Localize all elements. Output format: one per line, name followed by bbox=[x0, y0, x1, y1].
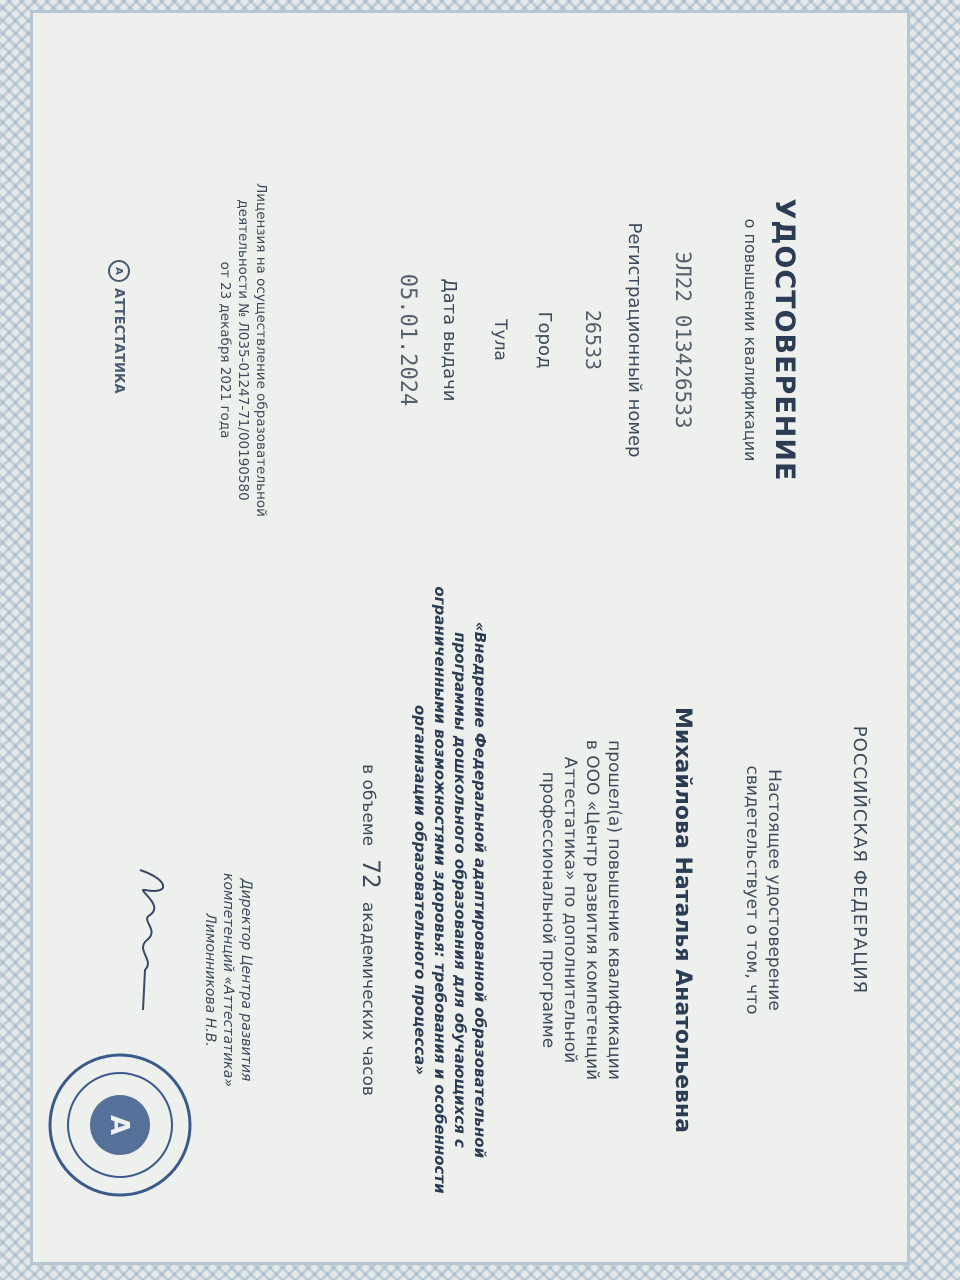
director-signature bbox=[125, 860, 175, 1020]
course-volume bbox=[357, 680, 385, 1180]
date-label: Дата выдачи bbox=[439, 278, 460, 402]
director-line: компетенций «Аттестатика» bbox=[220, 873, 236, 1087]
left-column bbox=[30, 110, 910, 517]
license-text bbox=[216, 150, 270, 550]
intro-line: свидетельствует о том, что bbox=[742, 765, 762, 1015]
registration-value: 26533 bbox=[581, 309, 605, 371]
right-column bbox=[30, 530, 910, 1230]
volume-prefix: в объеме bbox=[358, 764, 378, 847]
certificate-content bbox=[30, 10, 910, 1265]
volume-suffix: академических часов bbox=[358, 901, 378, 1096]
document-subtitle: о повышении квалификации bbox=[741, 218, 760, 462]
organization-seal bbox=[45, 1050, 195, 1200]
country-header: РОССИЙСКАЯ ФЕДЕРАЦИЯ bbox=[849, 725, 870, 995]
license-line: Лицензия на осуществление образовательной bbox=[253, 183, 269, 517]
logo-text: АТТЕСТАТИКА bbox=[111, 288, 127, 394]
intro-line: Настоящее удостоверение bbox=[764, 769, 784, 1011]
program-line: ограниченными возможностями здоровья: требования и особенности bbox=[431, 586, 449, 1194]
license-line: деятельности № Л035-01247-71/00190580 bbox=[235, 199, 251, 501]
completion-text bbox=[537, 600, 625, 1220]
certificate-paper bbox=[30, 10, 910, 1265]
city-value: Тула bbox=[490, 319, 510, 361]
issue-date: 05.01.2024 bbox=[395, 273, 420, 407]
volume-hours: 72 bbox=[357, 859, 385, 889]
completion-line: в ООО «Центр развития компетенций bbox=[582, 739, 602, 1081]
attestatika-logo bbox=[108, 260, 130, 460]
director-block bbox=[201, 830, 255, 1130]
completion-line: профессиональной программе bbox=[538, 771, 558, 1049]
program-line: организации образовательного процесса» bbox=[411, 704, 429, 1076]
director-line: Лимонникова Н.В. bbox=[202, 913, 218, 1047]
svg-text:А: А bbox=[104, 1114, 134, 1136]
document-title: УДОСТОВЕРЕНИЕ bbox=[769, 198, 800, 482]
program-line: «Внедрение Федеральной адаптированной образовательной bbox=[471, 621, 489, 1159]
program-line: программы дошкольного образования для обучающихся с bbox=[451, 632, 469, 1148]
completion-line: прошел(а) повышение квалификации bbox=[604, 740, 624, 1080]
director-line: Директор Центра развития bbox=[238, 878, 254, 1082]
holder-name: Михайлова Наталья Анатольевна bbox=[670, 707, 695, 1133]
completion-line: Аттестатика» по дополнительной bbox=[560, 756, 580, 1064]
license-line: от 23 декабря 2021 года bbox=[217, 261, 233, 439]
logo-icon: А bbox=[108, 260, 130, 282]
registration-label: Регистрационный номер bbox=[624, 222, 645, 458]
document-number: ЭЛ22 013426533 bbox=[671, 251, 695, 429]
intro-text bbox=[741, 710, 785, 1070]
program-title bbox=[410, 570, 490, 1210]
city-label: Город bbox=[534, 311, 555, 369]
